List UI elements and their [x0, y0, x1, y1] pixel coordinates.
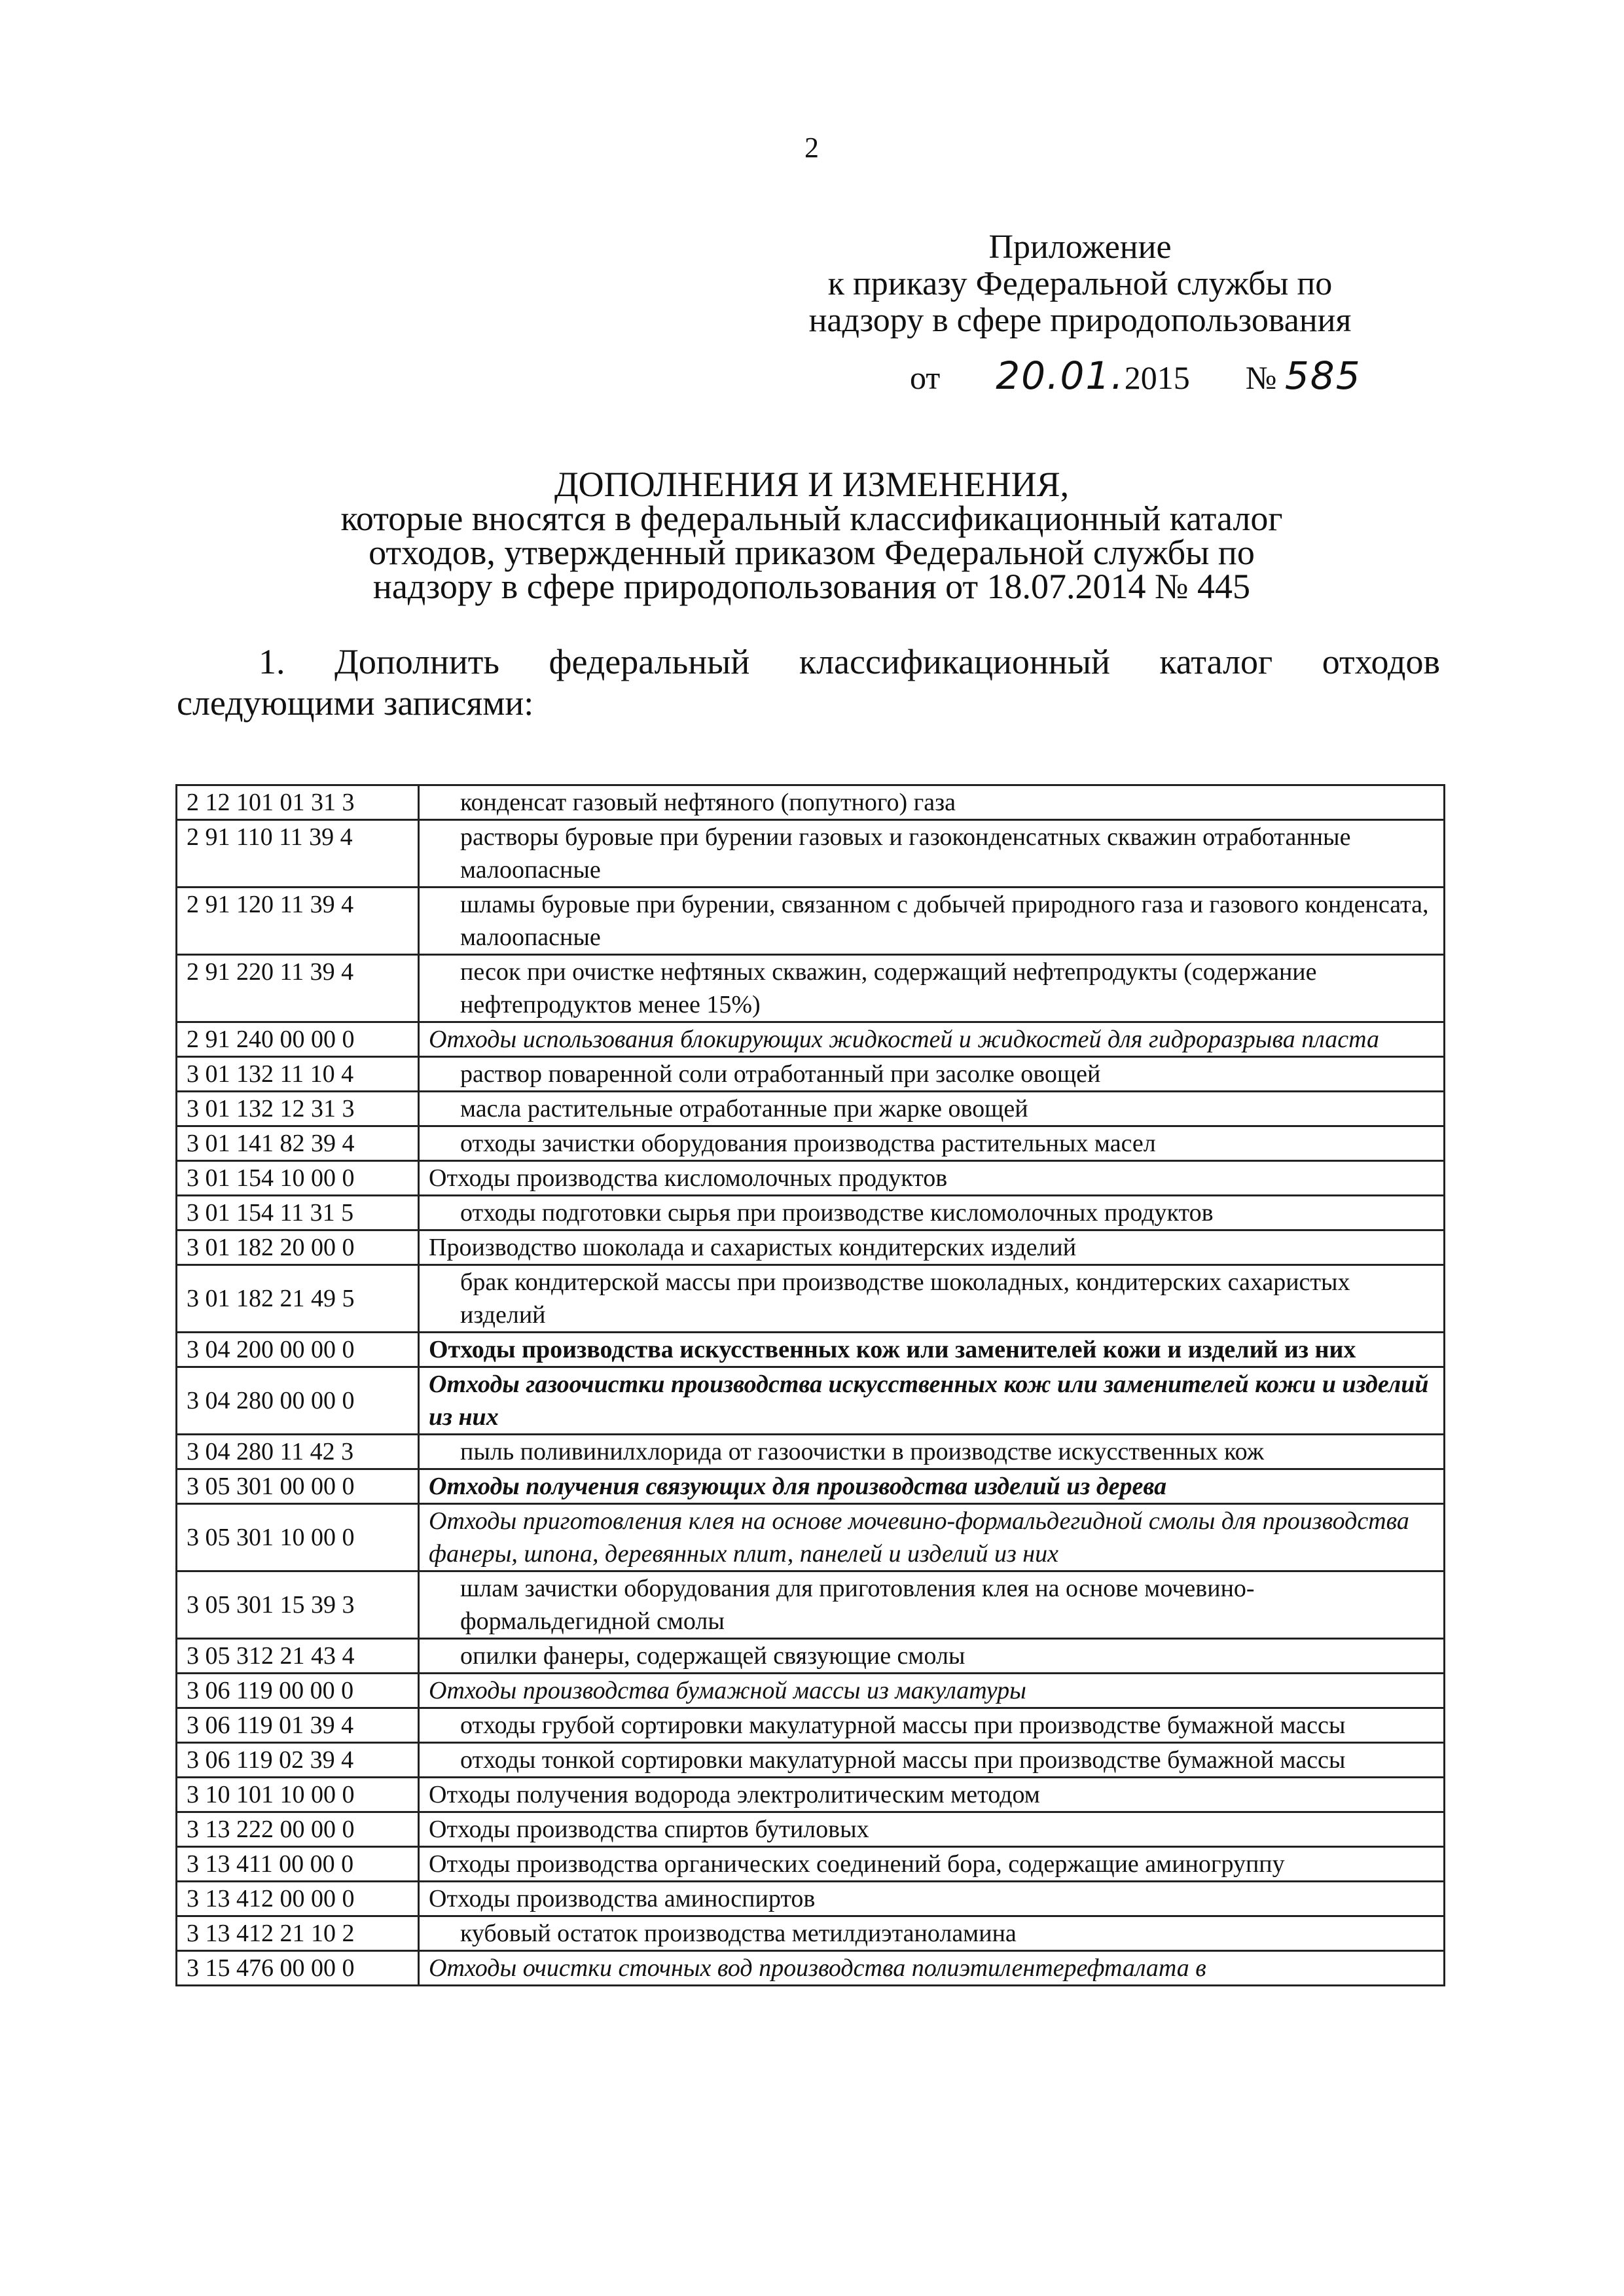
- waste-code: 2 91 120 11 39 4: [177, 888, 419, 955]
- table-row: [177, 888, 1445, 955]
- waste-code: 3 05 301 10 00 0: [177, 1504, 419, 1571]
- waste-code: 3 04 280 00 00 0: [177, 1367, 419, 1435]
- waste-code: 3 01 154 11 31 5: [177, 1196, 419, 1230]
- table-row: [177, 1504, 1445, 1571]
- order-date-handwritten: 20.01.: [996, 353, 1125, 398]
- table-row: [177, 1812, 1445, 1847]
- table-row: [177, 820, 1445, 888]
- document-title: ДОПОЛНЕНИЯ И ИЗМЕНЕНИЯ,: [554, 465, 1070, 504]
- waste-description: Отходы производства спиртов бутиловых: [419, 1812, 1445, 1847]
- waste-description: Отходы производства бумажной массы из макулатуры: [419, 1674, 1445, 1708]
- waste-code: 3 04 200 00 00 0: [177, 1333, 419, 1367]
- waste-description: опилки фанеры, содержащей связующие смолы: [419, 1639, 1445, 1674]
- order-date-number: [910, 353, 1362, 398]
- intro-word: классификационный: [799, 642, 1110, 681]
- appendix-reference-line2: надзору в сфере природопользования: [808, 302, 1352, 339]
- waste-description: кубовый остаток производства метилдиэтаноламина: [419, 1916, 1445, 1951]
- waste-description: Отходы газоочистки производства искусственных кож или заменителей кожи и изделий из них: [419, 1367, 1445, 1435]
- document-subtitle-line2: отходов, утвержденный приказом Федеральной службы по: [369, 533, 1255, 572]
- waste-description: шламы буровые при бурении, связанном с добычей природного газа и газового конденсата, малоопасные: [419, 888, 1445, 955]
- intro-word: Дополнить: [334, 642, 500, 681]
- table-row: [177, 1708, 1445, 1743]
- waste-description: пыль поливинилхлорида от газоочистки в производстве искусственных кож: [419, 1435, 1445, 1469]
- intro-word: 1.: [259, 642, 285, 681]
- waste-code: 2 91 110 11 39 4: [177, 820, 419, 888]
- waste-description: брак кондитерской массы при производстве шоколадных, кондитерских сахаристых изделий: [419, 1265, 1445, 1333]
- waste-code: 3 13 411 00 00 0: [177, 1847, 419, 1882]
- table-row: [177, 1092, 1445, 1126]
- waste-code: 2 91 240 00 00 0: [177, 1022, 419, 1057]
- waste-description: отходы зачистки оборудования производства растительных масел: [419, 1126, 1445, 1161]
- table-row: [177, 1161, 1445, 1196]
- table-row: [177, 1916, 1445, 1951]
- waste-description: Отходы производства кисломолочных продуктов: [419, 1161, 1445, 1196]
- table-row: [177, 1022, 1445, 1057]
- waste-description: Отходы производства искусственных кож или заменителей кожи и изделий из них: [419, 1333, 1445, 1367]
- order-date-prefix: от: [910, 359, 941, 396]
- waste-code: 3 05 301 00 00 0: [177, 1469, 419, 1504]
- table-row: [177, 1367, 1445, 1435]
- intro-paragraph-line1: [259, 641, 1440, 682]
- waste-code: 3 06 119 02 39 4: [177, 1743, 419, 1778]
- table-row: [177, 1847, 1445, 1882]
- order-date-year: 2015: [1124, 359, 1190, 396]
- waste-code: 3 01 141 82 39 4: [177, 1126, 419, 1161]
- waste-description: Отходы производства аминоспиртов: [419, 1882, 1445, 1916]
- waste-description: растворы буровые при бурении газовых и газоконденсатных скважин отработанные малоопасные: [419, 820, 1445, 888]
- waste-description: отходы подготовки сырья при производстве кисломолочных продуктов: [419, 1196, 1445, 1230]
- waste-code: 3 01 132 12 31 3: [177, 1092, 419, 1126]
- waste-code: 3 01 182 20 00 0: [177, 1230, 419, 1265]
- waste-code: 3 15 476 00 00 0: [177, 1951, 419, 1986]
- waste-description: отходы грубой сортировки макулатурной массы при производстве бумажной массы: [419, 1708, 1445, 1743]
- waste-description: Отходы получения связующих для производства изделий из дерева: [419, 1469, 1445, 1504]
- table-row: [177, 1435, 1445, 1469]
- order-number-sign: №: [1245, 359, 1277, 396]
- waste-code: 3 13 412 21 10 2: [177, 1916, 419, 1951]
- table-row: [177, 1571, 1445, 1639]
- document-subtitle-line1: которые вносятся в федеральный классификационный каталог: [340, 499, 1283, 538]
- waste-code: 3 01 132 11 10 4: [177, 1057, 419, 1092]
- waste-code: 3 04 280 11 42 3: [177, 1435, 419, 1469]
- waste-code: 3 06 119 01 39 4: [177, 1708, 419, 1743]
- waste-description: Отходы получения водорода электролитическим методом: [419, 1778, 1445, 1812]
- table-row: [177, 1230, 1445, 1265]
- waste-code: 2 91 220 11 39 4: [177, 955, 419, 1022]
- waste-code: 3 01 182 21 49 5: [177, 1265, 419, 1333]
- table-row: [177, 1743, 1445, 1778]
- waste-description: Производство шоколада и сахаристых кондитерских изделий: [419, 1230, 1445, 1265]
- waste-catalog-table: [175, 784, 1445, 1986]
- waste-code: 3 06 119 00 00 0: [177, 1674, 419, 1708]
- waste-description: раствор поваренной соли отработанный при засолке овощей: [419, 1057, 1445, 1092]
- intro-paragraph-line2: следующими записями:: [177, 683, 534, 723]
- waste-description: отходы тонкой сортировки макулатурной массы при производстве бумажной массы: [419, 1743, 1445, 1778]
- waste-code: 3 13 412 00 00 0: [177, 1882, 419, 1916]
- table-row: [177, 1126, 1445, 1161]
- intro-word: каталог: [1159, 642, 1273, 681]
- waste-description: песок при очистке нефтяных скважин, содержащий нефтепродукты (содержание нефтепродуктов менее 15%): [419, 955, 1445, 1022]
- table-row: [177, 955, 1445, 1022]
- table-row: [177, 1469, 1445, 1504]
- waste-code: 3 05 312 21 43 4: [177, 1639, 419, 1674]
- intro-word: федеральный: [549, 642, 750, 681]
- table-row: [177, 1333, 1445, 1367]
- waste-description: масла растительные отработанные при жарке овощей: [419, 1092, 1445, 1126]
- waste-code: 3 05 301 15 39 3: [177, 1571, 419, 1639]
- waste-description: Отходы использования блокирующих жидкостей и жидкостей для гидроразрыва пласта: [419, 1022, 1445, 1057]
- waste-code: 3 13 222 00 00 0: [177, 1812, 419, 1847]
- table-row: [177, 1674, 1445, 1708]
- waste-description: Отходы очистки сточных вод производства полиэтилентерефталата в: [419, 1951, 1445, 1986]
- appendix-heading: Приложение: [988, 228, 1172, 266]
- waste-description: конденсат газовый нефтяного (попутного) газа: [419, 785, 1445, 820]
- table-row: [177, 785, 1445, 820]
- table-row: [177, 1778, 1445, 1812]
- table-row: [177, 1196, 1445, 1230]
- intro-word: отходов: [1322, 642, 1440, 681]
- document-subtitle-line3: надзору в сфере природопользования от 18.07.2014 № 445: [372, 567, 1251, 606]
- table-row: [177, 1265, 1445, 1333]
- waste-code: 2 12 101 01 31 3: [177, 785, 419, 820]
- page-number: 2: [804, 132, 819, 164]
- table-row: [177, 1639, 1445, 1674]
- table-row: [177, 1951, 1445, 1986]
- waste-description: шлам зачистки оборудования для приготовления клея на основе мочевино-формальдегидной смолы: [419, 1571, 1445, 1639]
- order-number-handwritten: 585: [1284, 353, 1362, 398]
- waste-code: 3 10 101 10 00 0: [177, 1778, 419, 1812]
- waste-code: 3 01 154 10 00 0: [177, 1161, 419, 1196]
- appendix-reference-line1: к приказу Федеральной службы по: [827, 265, 1333, 302]
- table-row: [177, 1882, 1445, 1916]
- waste-description: Отходы приготовления клея на основе мочевино-формальдегидной смолы для производства фанеры, шпона, деревянных плит, панелей и изделий из них: [419, 1504, 1445, 1571]
- waste-description: Отходы производства органических соединений бора, содержащие аминогруппу: [419, 1847, 1445, 1882]
- table-row: [177, 1057, 1445, 1092]
